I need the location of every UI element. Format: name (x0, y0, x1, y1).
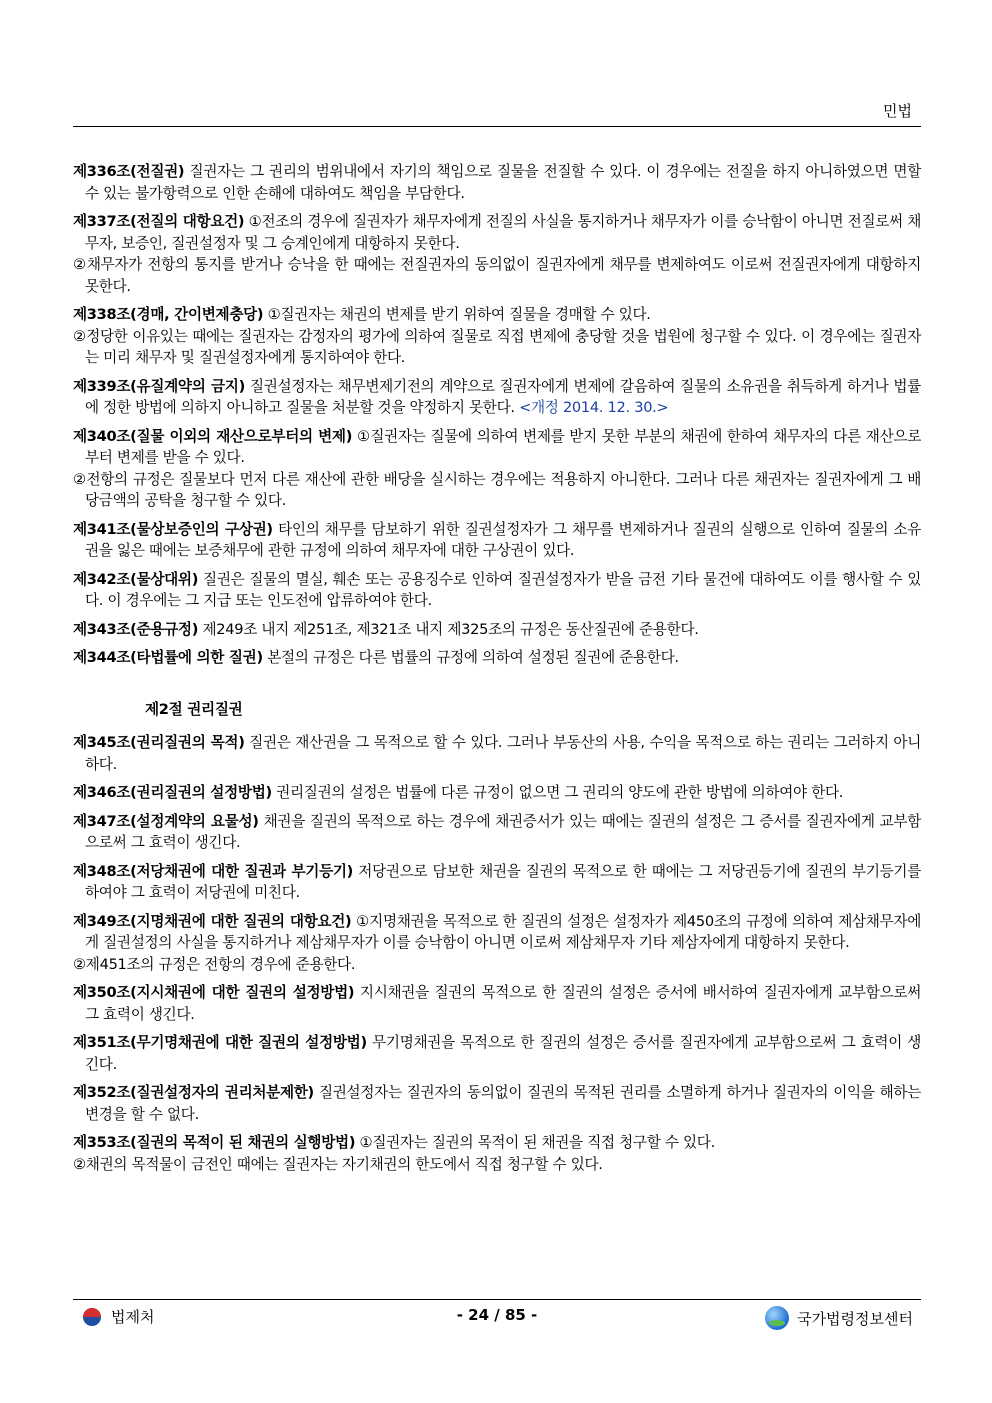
article-list-section-2 (73, 732, 921, 1175)
article-paragraph (73, 954, 921, 976)
footer-org: 법제처 (111, 1308, 155, 1326)
footer-right (765, 1306, 913, 1330)
article-text: ①질권자는 질권의 목적이 된 채권을 직접 청구할 수 있다. (359, 1134, 715, 1151)
article-text: 타인의 채무를 담보하기 위한 질권설정자가 그 채무를 변제하거나 질권의 실행으로 인하여 질물의 소유권을 잃은 때에는 보증채무에 관한 규정에 의하여 채무자에 대한 구상권이 있다. (85, 520, 922, 559)
article (73, 376, 921, 419)
article (73, 732, 921, 775)
article-paragraph (73, 732, 921, 775)
article (73, 304, 921, 369)
article-paragraph (73, 469, 921, 512)
article-paragraph (73, 1154, 921, 1176)
article-paragraph (73, 376, 921, 419)
article-text: ②제451조의 규정은 전항의 경우에 준용한다. (73, 955, 356, 973)
article-heading: 제341조(물상보증인의 구상권) (73, 520, 273, 538)
article-list-section-1 (73, 161, 921, 669)
article-heading: 제338조(경매, 간이변제충당) (73, 306, 264, 323)
article-heading: 제347조(설정계약의 요물성) (73, 812, 259, 830)
article (73, 519, 921, 562)
article-paragraph (73, 1132, 921, 1154)
article-paragraph (73, 811, 921, 854)
article-heading: 제336조(전질권) (73, 163, 185, 180)
article (73, 569, 921, 612)
article-text: 질권설정자는 채무변제기전의 계약으로 질권자에게 변제에 갈음하여 질물의 소유권을 취득하게 하거나 법률에 정한 방법에 의하지 아니하고 질물을 처분할 것을 약정하지 못한다. (85, 377, 921, 416)
article-text: 질권은 질물의 멸실, 훼손 또는 공용징수로 인하여 질권설정자가 받을 금전 기타 물건에 대하여도 이를 행사할 수 있다. 이 경우에는 그 지급 또는 인도전에 압류하여야 한다. (85, 570, 921, 609)
article (73, 861, 921, 904)
article-text: ①전조의 경우에 질권자가 채무자에게 전질의 사실을 통지하거나 채무자가 이를 승낙함이 아니면 전질로써 채무자, 보증인, 질권설정자 및 그 승계인에게 대항하지 못한다. (85, 213, 921, 252)
article-paragraph (73, 782, 921, 804)
article-text: 무기명채권을 목적으로 한 질권의 설정은 증서를 질권자에게 교부함으로써 그 효력이 생긴다. (85, 1034, 922, 1073)
footer-center-name: 국가법령정보센터 (797, 1309, 913, 1328)
article (73, 161, 921, 204)
document-title: 민법 (883, 102, 912, 120)
article-heading: 제346조(권리질권의 설정방법) (73, 784, 272, 801)
article-paragraph (73, 911, 921, 954)
article-paragraph (73, 569, 921, 612)
amendment-link[interactable]: <개정 2014. 12. 30.> (519, 399, 669, 416)
article (73, 1032, 921, 1075)
footer-divider (73, 1299, 921, 1300)
article-paragraph (73, 326, 922, 369)
article-text: 질권자는 그 권리의 범위내에서 자기의 책임으로 질물을 전질할 수 있다. 이 경우에는 전질을 하지 아니하였으면 면할 수 있는 불가항력으로 인한 손해에 대하여도 책임을 부담한다. (85, 163, 921, 202)
article (73, 211, 921, 297)
footer (73, 1306, 921, 1330)
article-heading: 제353조(질권의 목적이 된 채권의 실행방법) (73, 1134, 356, 1151)
article-heading: 제348조(저당채권에 대한 질권과 부기등기) (73, 862, 354, 880)
article (73, 811, 921, 854)
article-text: 제249조 내지 제251조, 제321조 내지 제325조의 규정은 동산질권에 준용한다. (202, 620, 699, 638)
article-heading: 제345조(권리질권의 목적) (73, 734, 245, 751)
article-text: 권리질권의 설정은 법률에 다른 규정이 없으면 그 권리의 양도에 관한 방법에 의하여야 한다. (276, 784, 844, 801)
article-paragraph (73, 161, 921, 204)
article (73, 782, 921, 804)
article (73, 1082, 921, 1125)
article (73, 619, 921, 641)
article-text: ②채권의 목적물이 금전인 때에는 질권자는 자기채권의 한도에서 직접 청구할 수 있다. (73, 1155, 603, 1173)
article-heading: 제340조(질물 이외의 재산으로부터의 변제) (73, 427, 353, 445)
article-heading: 제337조(전질의 대항요건) (73, 213, 245, 230)
article-text: ①지명채권을 목적으로 한 질권의 설정은 설정자가 제450조의 규정에 의하여 제삼채무자에게 질권설정의 사실을 통지하거나 제삼채무자가 이를 승낙함이 아니면 이로써 제삼채무자 기타 제삼자에게 대항하지 못한다. (85, 912, 921, 951)
article-text: ①질권자는 질물에 의하여 변제를 받지 못한 부분의 채권에 한하여 채무자의 다른 재산으로부터 변제를 받을 수 있다. (85, 427, 921, 466)
article-paragraph (73, 619, 921, 641)
header-divider (73, 126, 921, 127)
article-text: 질권설정자는 질권자의 동의없이 질권의 목적된 권리를 소멸하게 하거나 질권자의 이익을 해하는 변경을 할 수 없다. (85, 1084, 921, 1123)
article (73, 647, 921, 669)
article-text: ②채무자가 전항의 통지를 받거나 승낙을 한 때에는 전질권자의 동의없이 질권자에게 채무를 변제하여도 이로써 전질권자에게 대항하지 못한다. (73, 256, 921, 295)
article-paragraph (73, 647, 921, 669)
article-text: ①질권자는 채권의 변제를 받기 위하여 질물을 경매할 수 있다. (267, 306, 651, 323)
article-text: ②정당한 이유있는 때에는 질권자는 감정자의 평가에 의하여 질물로 직접 변제에 충당할 것을 법원에 청구할 수 있다. 이 경우에는 질권자는 미리 채무자 및 질권설정자에게 통지하여야 한다. (73, 327, 922, 366)
article-heading: 제339조(유질계약의 금지) (73, 377, 245, 395)
article-heading: 제351조(무기명채권에 대한 질권의 설정방법) (73, 1034, 367, 1051)
article-heading: 제344조(타법률에 의한 질권) (73, 649, 263, 666)
article-paragraph (73, 519, 922, 562)
article-text: 채권을 질권의 목적으로 하는 경우에 채권증서가 있는 때에는 질권의 설정은 그 증서를 질권자에게 교부함으로써 그 효력이 생긴다. (85, 812, 921, 851)
article-text: 질권은 재산권을 그 목적으로 할 수 있다. 그러나 부동산의 사용, 수익을 목적으로 하는 권리는 그러하지 아니하다. (85, 734, 921, 773)
article (73, 1132, 921, 1175)
article-paragraph (73, 1032, 922, 1075)
article-text: 지시채권을 질권의 목적으로 한 질권의 설정은 증서에 배서하여 질권자에게 교부함으로써 그 효력이 생긴다. (85, 984, 921, 1023)
article (73, 426, 921, 512)
article-paragraph (73, 426, 921, 469)
article-paragraph (73, 861, 922, 904)
article-heading: 제342조(물상대위) (73, 570, 199, 588)
article-text: 저당권으로 담보한 채권을 질권의 목적으로 한 때에는 그 저당권등기에 질권의 부기등기를 하여야 그 효력이 저당권에 미친다. (85, 862, 922, 901)
article (73, 982, 921, 1025)
article-paragraph (73, 982, 921, 1025)
article-text: ②전항의 규정은 질물보다 먼저 다른 재산에 관한 배당을 실시하는 경우에는 적용하지 아니한다. 그러나 다른 채권자는 질권자에게 그 배당금액의 공탁을 청구할 수 있다. (73, 470, 921, 509)
article-heading: 제352조(질권설정자의 권리처분제한) (73, 1084, 314, 1101)
globe-logo-icon (765, 1306, 789, 1330)
article-paragraph (73, 304, 921, 326)
article-heading: 제343조(준용규정) (73, 620, 199, 638)
article-text: 본절의 규정은 다른 법률의 규정에 의하여 설정된 질권에 준용한다. (267, 649, 679, 666)
section-title: 제2절 권리질권 (145, 700, 243, 718)
article-heading: 제349조(지명채권에 대한 질권의 대항요건) (73, 912, 352, 930)
article-paragraph (73, 254, 921, 297)
article-heading: 제350조(지시채권에 대한 질권의 설정방법) (73, 984, 355, 1001)
document-body (73, 161, 921, 1182)
page-number: - 24 / 85 - (456, 1306, 538, 1324)
article (73, 911, 921, 976)
article-paragraph (73, 1082, 921, 1125)
article-paragraph (73, 211, 921, 254)
